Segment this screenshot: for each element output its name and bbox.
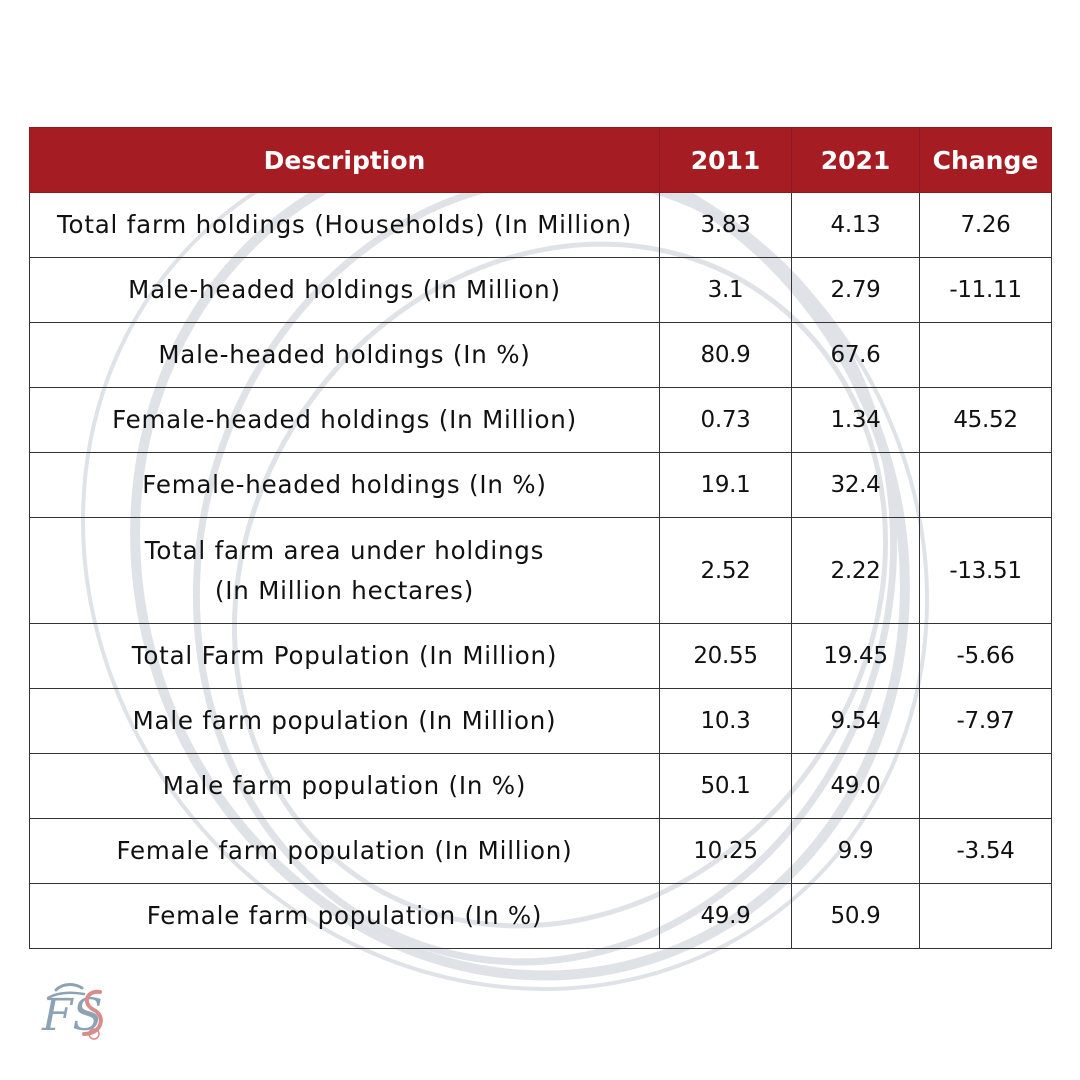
row-value-2011: 20.55 (660, 624, 792, 689)
fs-logo (36, 978, 116, 1046)
row-description: Total Farm Population (In Million) (30, 624, 660, 689)
table-row (30, 258, 1052, 323)
table-row (30, 323, 1052, 388)
row-description: Male-headed holdings (In Million) (30, 258, 660, 323)
row-value-2021: 49.0 (792, 754, 920, 819)
row-description: Male farm population (In Million) (30, 689, 660, 754)
row-value-2021: 2.22 (792, 518, 920, 624)
row-description: Male farm population (In %) (30, 754, 660, 819)
row-value-2011: 19.1 (660, 453, 792, 518)
row-value-2021: 32.4 (792, 453, 920, 518)
table-row (30, 754, 1052, 819)
row-value-2021: 19.45 (792, 624, 920, 689)
row-change: 45.52 (920, 388, 1052, 453)
farm-statistics-table (29, 127, 1052, 949)
row-change: -13.51 (920, 518, 1052, 624)
row-description: Female-headed holdings (In %) (30, 453, 660, 518)
row-change (920, 754, 1052, 819)
row-value-2011: 80.9 (660, 323, 792, 388)
row-value-2011: 10.25 (660, 819, 792, 884)
table-row (30, 689, 1052, 754)
row-description: Female-headed holdings (In Million) (30, 388, 660, 453)
row-value-2011: 0.73 (660, 388, 792, 453)
row-description-line-2: (In Million hectares) (214, 575, 475, 605)
row-change (920, 884, 1052, 949)
row-change: 7.26 (920, 193, 1052, 258)
row-description: Female farm population (In %) (30, 884, 660, 949)
row-value-2021: 67.6 (792, 323, 920, 388)
row-change (920, 453, 1052, 518)
header-2011: 2011 (660, 128, 792, 193)
row-value-2011: 10.3 (660, 689, 792, 754)
table-row (30, 518, 1052, 624)
header-change: Change (920, 128, 1052, 193)
row-value-2021: 50.9 (792, 884, 920, 949)
row-description: Female farm population (In Million) (30, 819, 660, 884)
table-row (30, 193, 1052, 258)
row-change: -7.97 (920, 689, 1052, 754)
row-description-line-1: Total farm area under holdings (144, 535, 545, 565)
row-value-2021: 9.54 (792, 689, 920, 754)
table-row (30, 819, 1052, 884)
row-change: -5.66 (920, 624, 1052, 689)
table-row (30, 388, 1052, 453)
table-row (30, 624, 1052, 689)
row-value-2011: 2.52 (660, 518, 792, 624)
table-header-row (30, 128, 1052, 193)
header-description: Description (30, 128, 660, 193)
row-description: Total farm holdings (Households) (In Million) (30, 193, 660, 258)
row-value-2011: 3.1 (660, 258, 792, 323)
table-row (30, 884, 1052, 949)
row-change: -3.54 (920, 819, 1052, 884)
row-change: -11.11 (920, 258, 1052, 323)
table-row (30, 453, 1052, 518)
row-description: Male-headed holdings (In %) (30, 323, 660, 388)
logo-letter-f: FS (42, 990, 103, 1041)
row-value-2021: 1.34 (792, 388, 920, 453)
row-value-2021: 9.9 (792, 819, 920, 884)
header-2021: 2021 (792, 128, 920, 193)
row-value-2011: 50.1 (660, 754, 792, 819)
row-description (30, 518, 660, 624)
row-value-2011: 49.9 (660, 884, 792, 949)
row-change (920, 323, 1052, 388)
row-value-2011: 3.83 (660, 193, 792, 258)
row-value-2021: 4.13 (792, 193, 920, 258)
row-value-2021: 2.79 (792, 258, 920, 323)
